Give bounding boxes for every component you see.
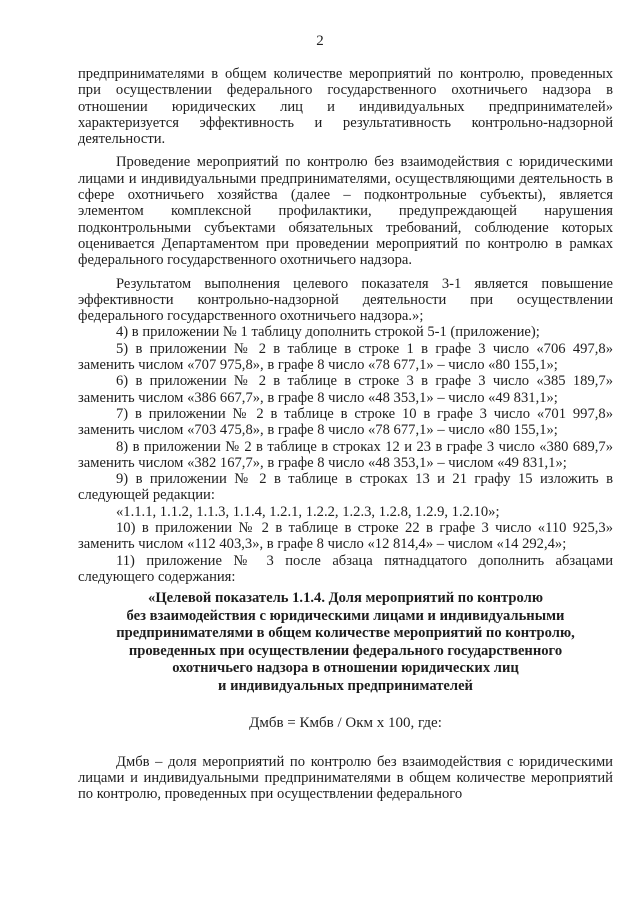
document-body bbox=[78, 66, 613, 802]
amendment-item-11: 11) приложение № 3 после абзаца пятнадцатого дополнить абзацами следующего содержания: bbox=[78, 552, 613, 585]
heading-line: проведенных при осуществлении федерального государственного bbox=[128, 642, 563, 659]
heading-line: без взаимодействия с юридическими лицами и индивидуальными bbox=[126, 607, 565, 624]
heading-line: и индивидуальных предпринимателей bbox=[218, 677, 473, 694]
paragraph-target-result: Результатом выполнения целевого показателя 3-1 является повышение эффективности контрольно-надзорной деятельности при осуществлении федерального государственного охотничьего надзора.»; bbox=[78, 275, 613, 325]
paragraph-continuation: предпринимателями в общем количестве мероприятий по контролю, проведенных при осуществлении федерального государственного охотничьего надзора в отношении юридических лиц и индивидуальных предпринимателей» характеризуется эффективность и результативность контрольно-надзорной деятельности. bbox=[78, 66, 613, 148]
page-number: 2 bbox=[316, 33, 324, 49]
target-indicator-heading bbox=[78, 590, 613, 695]
heading-line: охотничьего надзора в отношении юридических лиц bbox=[172, 660, 519, 677]
amendment-item-9: 9) в приложении № 2 в таблице в строках 13 и 21 графу 15 изложить в следующей редакции: bbox=[78, 471, 613, 504]
paragraph-control-measures: Проведение мероприятий по контролю без взаимодействия с юридическими лицами и индивидуальными предпринимателями, осуществляющими деятельность в сфере охотничьего хозяйства (далее – подконтрольные субъекты), является элементом комплексной профилактики, предупреждающей нарушения подконтрольными субъектами обязательных требований, соблюдение которых оценивается Департаментом при проведении мероприятий по контролю в рамках федерального государственного охотничьего надзора. bbox=[78, 154, 613, 269]
amendment-item-7: 7) в приложении № 2 в таблице в строке 10 в графе 3 число «701 997,8» заменить числом «703 475,8», в графе 8 число «78 677,1» – число «80 155,1»; bbox=[78, 405, 613, 439]
amendment-item-10: 10) в приложении № 2 в таблице в строке 22 в графе 3 число «110 925,3» заменить числом «112 403,3», в графе 8 число «12 814,4» – числом «14 292,4»; bbox=[78, 520, 613, 553]
amendment-item-6: 6) в приложении № 2 в таблице в строке 3 в графе 3 число «385 189,7» заменить числом «386 667,7», в графе 8 число «48 353,1» – число «49 831,1»; bbox=[78, 373, 613, 406]
heading-line: предпринимателями в общем количестве мероприятий по контролю, bbox=[116, 625, 575, 642]
amendment-item-5: 5) в приложении № 2 в таблице в строке 1 в графе 3 число «706 497,8» заменить числом «707 975,8», в графе 8 число «78 677,1» – число «80 155,1»; bbox=[78, 340, 613, 374]
formula: Дмбв = Кмбв / Окм х 100, где: bbox=[249, 715, 442, 732]
amendment-item-8: 8) в приложении № 2 в таблице в строках 12 и 23 в графе 3 число «380 689,7» заменить числом «382 167,7», в графе 8 число «48 353,1» – числом «49 831,1»; bbox=[78, 438, 613, 471]
amendment-item-4: 4) в приложении № 1 таблицу дополнить строкой 5-1 (приложение); bbox=[116, 324, 540, 341]
amendment-item-9-text: «1.1.1, 1.1.2, 1.1.3, 1.1.4, 1.2.1, 1.2.2, 1.2.3, 1.2.8, 1.2.9, 1.2.10»; bbox=[116, 503, 500, 520]
heading-line: «Целевой показатель 1.1.4. Доля мероприятий по контролю bbox=[148, 590, 543, 607]
formula-definition: Дмбв – доля мероприятий по контролю без взаимодействия с юридическими лицами и индивидуальными предпринимателями в общем количестве мероприятий по контролю, проведенных при осуществлении федерального bbox=[78, 753, 613, 803]
